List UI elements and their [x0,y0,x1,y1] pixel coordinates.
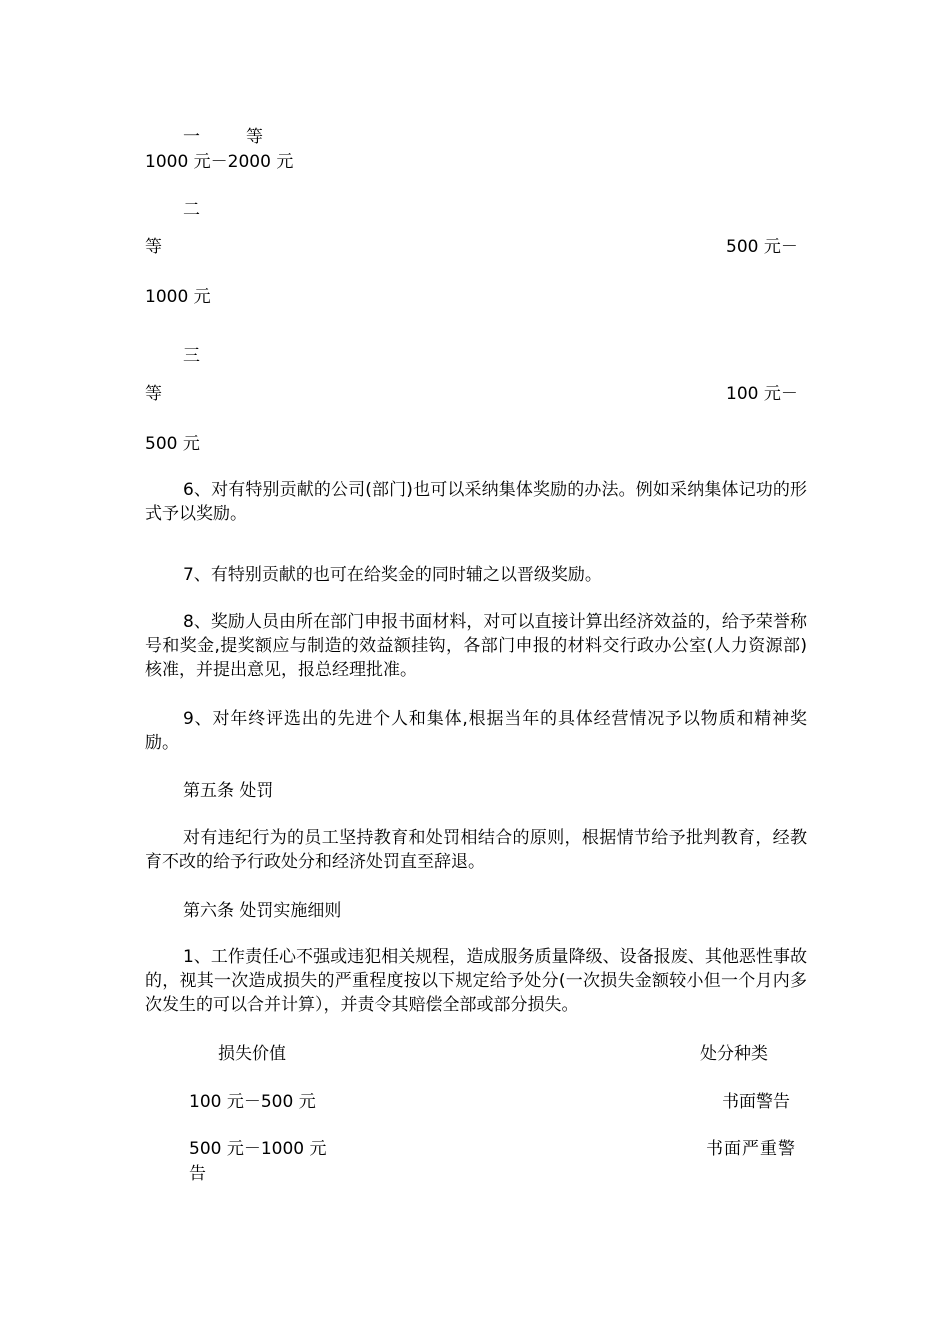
penalty-row-1-loss: 100 元－500 元 [189,1092,316,1112]
second-tier-amount-end: 1000 元 [145,287,211,307]
penalty-col-type-header: 处分种类 [700,1044,768,1064]
penalty-row-2-type: 书面严重警 [706,1139,796,1159]
paragraph-6: 6、对有特别贡献的公司(部门)也可以采纳集体奖励的办法。例如采纳集体记功的形式予以奖励。 [145,480,807,524]
article-6-paragraph-1: 1、工作责任心不强或违犯相关规程，造成服务质量降级、设备报废、其他恶性事故的，视其一次造成损失的严重程度按以下规定给予处分(一次损失金额较小但一个月内多次发生的可以合并计算），并责令其赔偿全部或部分损失。 [145,947,807,1015]
penalty-row-1-type: 书面警告 [722,1092,790,1112]
article-6-title: 第六条 处罚实施细则 [183,901,342,921]
third-tier-amount-start: 100 元－ [726,384,798,404]
third-tier-char-2: 等 [145,384,162,404]
second-tier-amount-start: 500 元－ [726,237,798,257]
paragraph-9: 9、对年终评选出的先进个人和集体,根据当年的具体经营情况予以物质和精神奖励。 [145,709,807,753]
paragraph-8: 8、奖励人员由所在部门申报书面材料，对可以直接计算出经济效益的，给予荣誉称号和奖金,提奖额应与制造的效益额挂钩，各部门申报的材料交行政办公室(人力资源部)核准，并提出意见，报总经理批准。 [145,612,807,680]
article-5-title: 第五条 处罚 [183,781,274,801]
paragraph-7: 7、有特别贡献的也可在给奖金的同时辅之以晋级奖励。 [183,565,602,585]
second-tier-char-1: 二 [183,200,200,220]
penalty-row-2-type-continued: 告 [189,1164,206,1184]
penalty-col-loss-header: 损失价值 [218,1044,286,1064]
second-tier-char-2: 等 [145,237,162,257]
article-5-body: 对有违纪行为的员工坚持教育和处罚相结合的原则，根据情节给予批判教育，经教育不改的给予行政处分和经济处罚直至辞退。 [145,828,807,872]
third-tier-amount-end: 500 元 [145,434,200,454]
first-tier-char-2: 等 [246,127,263,147]
penalty-row-2-loss: 500 元－1000 元 [189,1139,327,1159]
first-tier-amount: 1000 元－2000 元 [145,152,294,172]
third-tier-char-1: 三 [183,346,200,366]
first-tier-char-1: 一 [183,127,200,147]
